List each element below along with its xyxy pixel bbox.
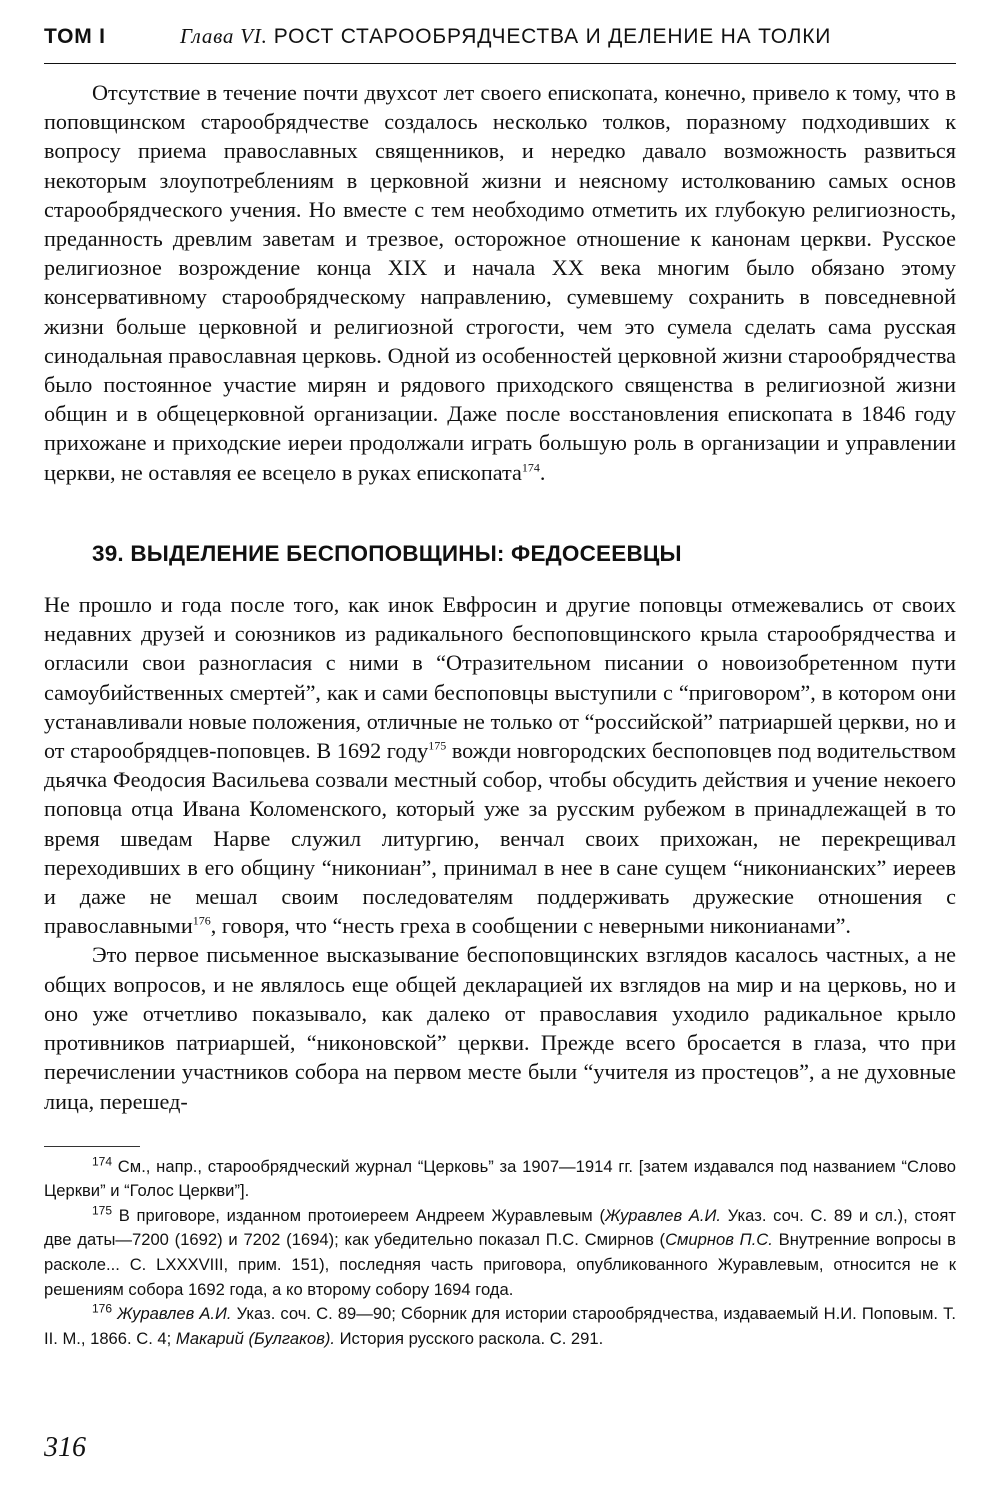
footnote-author: Смирнов П.С. bbox=[665, 1230, 773, 1250]
footnote-text: См., напр., старообрядческий журнал “Церковь” за 1907—1914 гг. [затем издавался под названием “Слово Церкви” и “Голос Церкви”]. bbox=[44, 1156, 956, 1201]
book-page bbox=[44, 24, 956, 1484]
paragraph-text: Это первое письменное высказывание беспоповщинских взглядов касалось частных, а не общих вопросов, и не являлось еще общей декларацией их взглядов на мир и на церковь, но и оно уже отчетливо показывало, как далеко от православия уходило радикальное крыло противников патриаршей, “никоновской” церкви. Прежде всего бросается в глаза, что при перечислении участников собора на первом месте были “учителя из простецов”, а не духовные лица, перешед- bbox=[44, 942, 956, 1114]
footnote-ref[interactable]: 174 bbox=[521, 460, 540, 475]
footnote-author: Журавлев А.И. bbox=[117, 1304, 232, 1324]
paragraph-text: Отсутствие в течение почти двухсот лет своего епископата, конечно, привело к тому, что в поповщинском старообрядчестве создалось несколько толков, поразному подходивших к вопросу приема православных священников, и нередко давало возможность развиться некоторым злоупотреблениям в церковной жизни и неясному истолкованию самых основ старообрядческого учения. Но вместе с тем необходимо отметить их глубокую религиозность, преданность древлим заветам и трезвое, осторожное отношение к канонам церкви. Русское религиозное возрождение конца XIX и начала XX века многим было обязано этому консервативному старообрядческому направлению, сумевшему сохранить в повседневной жизни больше церковной и религиозной строгости, чем это сумела сделать сама русская синодальная православная церковь. Одной из особенностей церковной жизни старообрядчества было постоянное участие мирян и рядового приходского священства в религиозной жизни общин и в общецерковной организации. Даже после восстановления епископата в 1846 году прихожане и приходские иереи продолжали играть большую роль в организации и управлении церкви, не оставляя ее всецело в руках епископата bbox=[44, 80, 956, 485]
footnote-divider bbox=[44, 1146, 140, 1147]
footnote-text: В приговоре, изданном протоиереем Андреем Журавлевым ( bbox=[112, 1205, 605, 1225]
footnote-176 bbox=[44, 1302, 956, 1351]
paragraph bbox=[44, 590, 956, 940]
page-number: 316 bbox=[44, 1432, 86, 1463]
paragraph-text: , говоря, что “несть греха в сообщении с неверными никонианами”. bbox=[210, 913, 851, 939]
footnote-text: Указ. соч. С. 89—90; Сборник для истории старообрядчества, издаваемый Н.И. Поповым. Т. II. М., 1866. С. 4; bbox=[44, 1304, 956, 1348]
footnote-text: Указ. соч. С. 89 и сл.), стоят две даты—7200 (1692) и 7202 (1694); как убедительно показал П.С. Смирнов ( bbox=[44, 1205, 956, 1250]
footnote-number: 174 bbox=[92, 1154, 113, 1169]
footnote-174 bbox=[44, 1155, 956, 1204]
paragraph bbox=[44, 940, 956, 1115]
volume-label: ТОМ I bbox=[44, 25, 106, 48]
footnote-ref[interactable]: 175 bbox=[428, 738, 447, 753]
paragraph-end: . bbox=[539, 459, 546, 485]
footnotes bbox=[44, 1155, 956, 1352]
footnote-author: Журавлев А.И. bbox=[604, 1205, 722, 1225]
chapter-title: РОСТ СТАРООБРЯДЧЕСТВА И ДЕЛЕНИЕ НА ТОЛКИ bbox=[273, 25, 832, 48]
paragraph-text: Не прошло и года после того, как инок Евфросин и другие поповцы отмежевались от своих недавних друзей и союзников из радикального беспоповщинского крыла старообрядчества и огласили свои разногласия с ними в “Отразительном писании о новоизобретенном пути самоубийственных смертей”, как и сами беспоповцы выступили с “приговором”, в котором они устанавливали новые положения, отличные не только от “российской” патриаршей церкви, но и от старообрядцев-поповцев. В 1692 году bbox=[44, 592, 956, 764]
footnote-text: История русского раскола. С. 291. bbox=[335, 1328, 604, 1348]
footnote-text: Внутренние вопросы в расколе... С. LXXXVIII, прим. 151), последняя часть приговора, опубликованного Журавлевым, относится не к решениям собора 1692 года, а ко второму собору 1694 года. bbox=[44, 1230, 956, 1299]
footnote-number: 176 bbox=[92, 1301, 113, 1316]
section-heading: 39. ВЫДЕЛЕНИЕ БЕСПОПОВЩИНЫ: ФЕДОСЕЕВЦЫ bbox=[92, 540, 682, 566]
footnote-author: Макарий (Булгаков). bbox=[175, 1328, 336, 1348]
main-text bbox=[44, 78, 956, 1116]
chapter-label: Глава VI. bbox=[180, 24, 268, 48]
running-head bbox=[44, 24, 956, 64]
footnote-ref[interactable]: 176 bbox=[192, 913, 211, 928]
paragraph bbox=[44, 78, 956, 487]
footnote-175 bbox=[44, 1204, 956, 1302]
footnote-number: 175 bbox=[92, 1203, 113, 1218]
paragraph-text: вожди новгородских беспоповцев под водительством дьячка Феодосия Васильева созвали местный собор, чтобы обсудить действия и учение некоего поповца отца Ивана Коломенского, который уже за русским рубежом в принадлежащей в то время шведам Нарве служил литургию, венчал своих прихожан, не перекрещивал переходивших в его общину “никониан”, принимал в нее в сане сущем “никонианских” иереев и даже не мешал своим последователям поддерживать дружеские отношения с православными bbox=[44, 738, 956, 939]
